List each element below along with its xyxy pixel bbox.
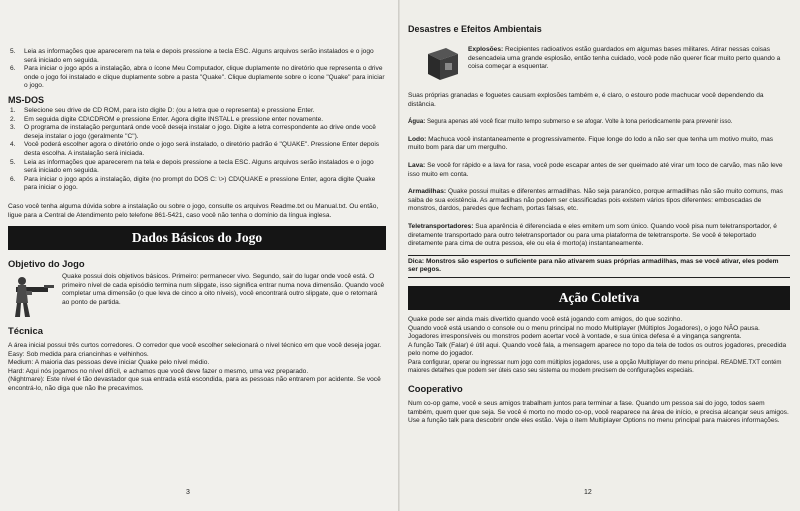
teleport-label: Teletransportadores: <box>408 222 474 230</box>
list-item: 1. Selecione seu drive de CD ROM, para isto digite D: (ou a letra que o representa) e pressione Enter. <box>10 106 315 114</box>
section-banner-dados-basicos: Dados Básicos do Jogo <box>8 226 386 250</box>
msdos-steps <box>8 107 386 193</box>
list-item: 6. Para iniciar o jogo após a instalação, digite (no prompt do DOS C: \>) CD\QUAKE e pressione Enter, agora digite Quake para iniciar o jogo. <box>10 175 376 192</box>
lava-text: Se você for rápido e a lava for rasa, você pode escapar antes de ser queimado até virar um toco de carvão, mas não leve isso muito em conta. <box>408 161 783 178</box>
technique-line: Medium: A maioria das pessoas deve iniciar Quake pelo nível médio. <box>8 359 210 367</box>
technique-line: (Nightmare): Este nível é tão devastador que sua entrada está escondida, para as pessoas não entrarem por acidente. Se você encontrá-lo, não diga que não lhe precavimos. <box>8 376 381 393</box>
list-item: 2. Em seguida digite CD\CDROM e pressione Enter. Agora digite INSTALL e pressione enter novamente. <box>10 115 324 123</box>
msdos-heading: MS-DOS <box>8 94 44 105</box>
mud-label: Lodo: <box>408 135 427 143</box>
install-steps-continued <box>8 48 386 91</box>
cooperative-text: Num co-op game, você e seus amigos trabalham juntos para terminar a fase. Quando um pessoa sai do jogo, todos saem também, quem quer que seja. Se você é morto no modo co-op, você reaparece na área de início, e precisa alcançar seus amigos. Use a função talk para descobrir onde eles estão. Veja o item Multiplayer Options no menu principal para maiores informações. <box>408 400 789 425</box>
support-paragraph: Caso você tenha alguma dúvida sobre a instalação ou sobre o jogo, consulte os arquivos Readme.txt ou Manual.txt. Ou então, ligue para a Central de Atendimento pelo telefone 861-5421, caso você não tenha o domínio da língua inglesa. <box>8 202 379 219</box>
page-number-right: 12 <box>584 489 592 496</box>
coop-intro-line: Para configurar, operar ou ingressar num jogo com múltiplos jogadores, use a opção Multiplayer do menu principal. README.TXT contém maiores detalhes que podem ser úteis caso seu sistema ou modem precisem de configurações especiais. <box>408 358 782 375</box>
page-number-left: 3 <box>186 489 190 496</box>
objective-text: Quake possui dois objetivos básicos. Primeiro: permanecer vivo. Segundo, sair do lugar onde você está. O primeiro nível de cada episódio termina num slipgate, isso significa entrar numa nova dimensão. Quando você completar uma dimensão (o que leva de cinco a oito níveis), você encontrará outro slipgate, que o retornará ao ponto de partida. <box>62 273 385 306</box>
traps-label: Armadilhas: <box>408 188 447 196</box>
tip-box: Dica: Monstros são espertos o suficiente para não ativarem suas próprias armadilhas, mas se você ativar, eles podem ser pegos. <box>408 255 790 278</box>
list-item: 3. O programa de instalação perguntará onde você deseja instalar o jogo. Digite a letra correspondente ao drive onde você deseja instalar o jogo (geralmente "C"). <box>10 124 376 140</box>
traps-text: Quake possui muitas e diferentes armadilhas. Não seja paranóico, porque armadilhas não são muito comuns, mas saiba de sua existência. As armadilhas não podem ser classificadas pois existem vários tipos diferentes: emboscadas de monstros, dardos, paredes que fecham, portas falsas, etc. <box>408 188 783 213</box>
cooperative-heading: Cooperativo <box>408 383 463 395</box>
section-banner-acao-coletiva: Ação Coletiva <box>408 286 790 310</box>
mud-text: Machuca você instantaneamente e progressivamente. Fique longe do lodo a não ser que tenha um motivo muito, mas muito bom para dar um mergulho. <box>408 135 774 152</box>
list-item: 5. Leia as informações que aparecerem na tela e depois pressione a tecla ESC. Alguns arquivos serão instalados e o jogo será iniciado em seguida. <box>10 158 374 175</box>
coop-intro-line: A função Talk (Falar) é útil aqui. Quando você fala, a mensagem aparece no topo da tela de todos os outros jogadores, precedida pelo nome do jogador. <box>408 341 787 358</box>
list-item: 6. Para iniciar o jogo após a instalação, abra o ícone Meu Computador, clique duplamente no diretório que representa o drive onde o jogo foi instalado e clique duplamente sobre a pasta "Quake". Clique duplamente sobre o ícone "Quake" para iniciar o jogo. <box>10 65 385 90</box>
coop-intro-line: Quando você está usando o console ou o menu principal no modo Multiplayer (Múltiplos Jogadores), o jogo NÃO pausa. Jogadores irresponsíveis ou monstros podem acertar você à vontade, e sua única defesa é a vingança sangrenta. <box>408 324 760 341</box>
technique-line: A área inicial possui três curtos corredores. O corredor que você escolher selecionará o nível técnico em que você deseja jogar. <box>8 342 382 350</box>
section-title-desastres: Desastres e Efeitos Ambientais <box>408 24 542 34</box>
grenades-text: Suas próprias granadas e foguetes causam explosões também e, é claro, o estouro pode machucar você dependendo da distância. <box>408 92 764 108</box>
technique-line: Easy: Sob medida para criancinhas e velhinhos. <box>8 350 149 358</box>
explosions-label: Explosões: <box>468 46 504 53</box>
barrel-icon <box>424 46 462 82</box>
water-label: Água: <box>408 118 426 126</box>
teleport-text: Sua aparência é diferenciada e eles emitem um som único. Quando você pisa num teletransportador, é diretamente transportado para outro teletransportador ou para uma plataforma de teletransporte. Se você é teleportado diretamente para cima de outra pessoa, ele ou ela é morto(a) instantaneamente. <box>408 222 777 248</box>
list-item: 5. Leia as informações que aparecerem na tela e depois pressione a tecla ESC. Alguns arquivos serão instalados e o jogo será iniciado em seguida. <box>10 48 374 64</box>
explosions-text: Recipientes radioativos estão guardados em algumas bases militares. Atirar nessas coisas desencadeia uma grande esplosão, então tenha cuidado, você pode não querer ficar muito perto quando a coisa começar a esquentar. <box>468 46 781 71</box>
water-text: Segura apenas até você ficar muito tempo submerso e se afogar. Volte à tona periodicamente para prevenir isso. <box>425 118 733 126</box>
explosions-block <box>408 46 790 84</box>
objective-block <box>8 273 386 319</box>
coop-intro-line: Quake pode ser ainda mais divertido quando você está jogando com amigos, do que sozinho. <box>408 315 683 323</box>
right-page <box>400 0 800 511</box>
objective-heading: Objetivo do Jogo <box>8 258 85 270</box>
technique-heading: Técnica <box>8 325 43 337</box>
list-item: 4. Você poderá escolher agora o diretório onde o jogo será instalado, o diretório padrão é "QUAKE". Pressione Enter depois desta escolha. A instalação será iniciada. <box>10 141 380 157</box>
technique-line: Hard: Aqui nós jogamos no nível difícil, e achamos que você deve fazer o mesmo, uma vez preparado. <box>8 367 309 375</box>
lava-label: Lava: <box>408 161 426 169</box>
soldier-illustration <box>8 273 58 319</box>
